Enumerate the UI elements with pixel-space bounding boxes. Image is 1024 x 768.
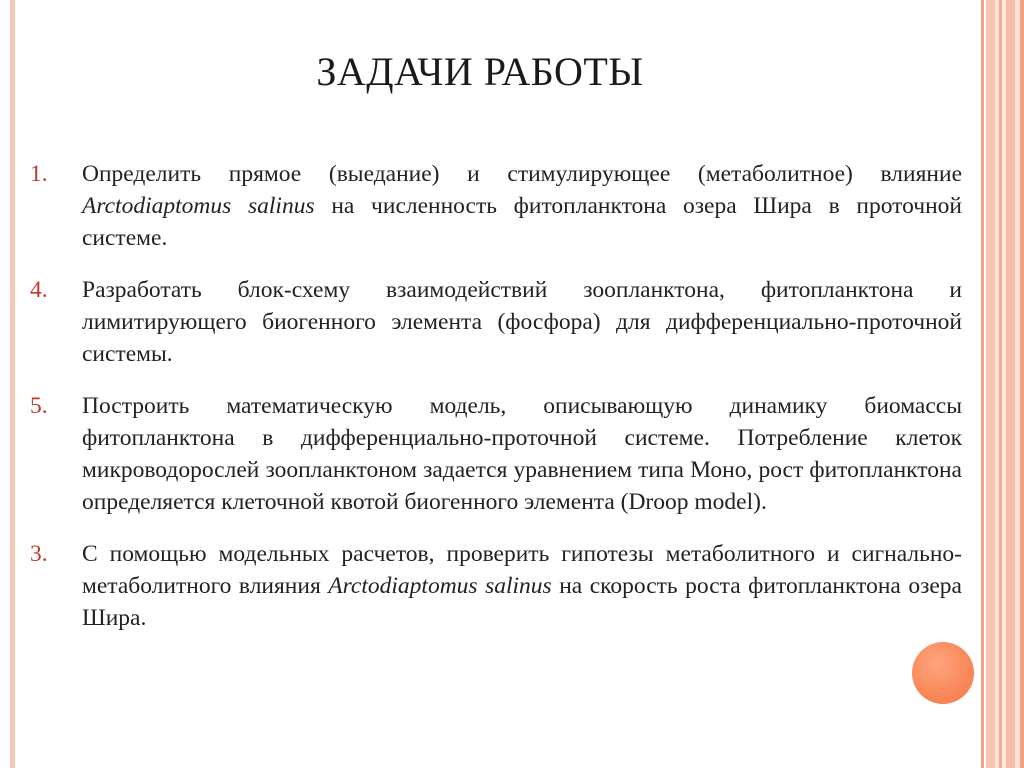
task-number: 4. xyxy=(30,277,48,303)
task-number: 5. xyxy=(30,393,48,419)
orange-circle-decoration xyxy=(912,642,974,704)
task-number: 3. xyxy=(30,541,48,567)
species-name: Arctodiaptomus salinus xyxy=(328,573,552,599)
right-stripes-decoration xyxy=(979,0,1024,768)
species-name: Arctodiaptomus salinus xyxy=(82,193,315,219)
task-item-5 xyxy=(30,390,962,518)
task-text-part: С помощью модельных расчетов, проверить гипотезы метаболитного и сигнально-метаболитного влияния xyxy=(82,541,962,599)
task-text xyxy=(82,390,962,518)
task-text xyxy=(82,538,962,634)
task-text xyxy=(82,274,962,370)
task-text-part: Разработать блок-схему взаимодействий зоопланктона, фитопланктона и лимитирующего биогенного элемента (фосфора) для дифференциально-проточной системы. xyxy=(82,277,962,367)
task-item-3 xyxy=(30,538,962,634)
slide-title: ЗАДАЧИ РАБОТЫ xyxy=(316,49,644,94)
task-text xyxy=(82,158,962,254)
left-border-decoration xyxy=(10,0,15,768)
task-text-part: Построить математическую модель, описывающую динамику биомассы фитопланктона в дифференциально-проточной системе. Потребление клеток микроводорослей зоопланктоном задается уравнением типа Моно, рост фитопланктона определяется клеточной квотой биогенного элемента (Droop model). xyxy=(82,393,962,515)
task-number: 1. xyxy=(30,161,48,187)
task-text-part: на скорость роста фитопланктона озера Шира. xyxy=(82,573,962,631)
task-text-part: Определить прямое (выедание) и стимулирующее (метаболитное) влияние xyxy=(82,161,962,187)
task-item-1 xyxy=(30,158,962,254)
task-text-part: на численность фитопланктона озера Шира в проточной системе. xyxy=(82,193,962,251)
task-item-4 xyxy=(30,274,962,370)
task-list xyxy=(30,158,962,634)
